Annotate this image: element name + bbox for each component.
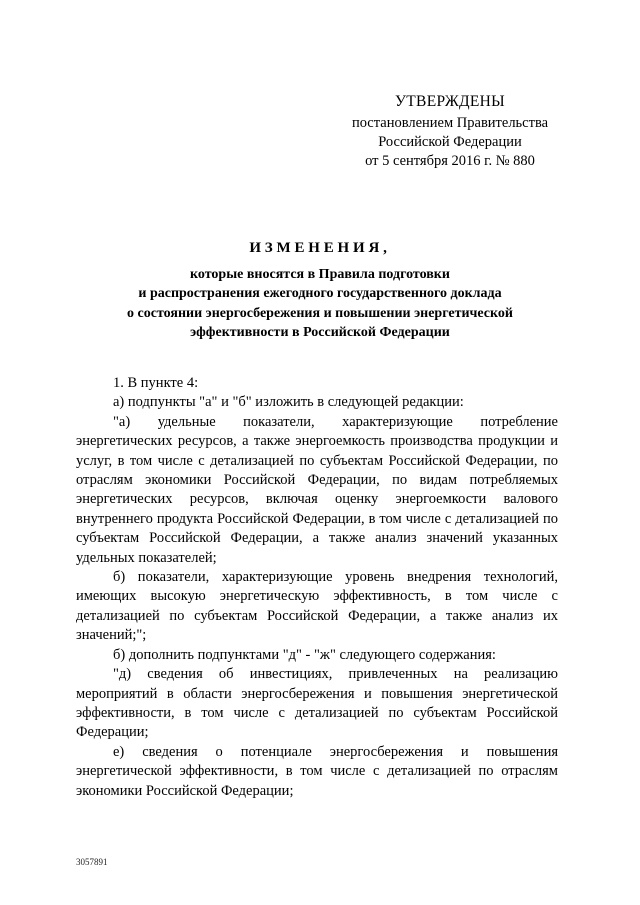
document-id: 3057891 xyxy=(76,857,108,867)
approval-title: УТВЕРЖДЕНЫ xyxy=(395,93,505,110)
paragraph-b-indicators: б) показатели, характеризующие уровень внедрения технологий, имеющих высокую энергетическую эффективность, в том числе с детализацией по субъектам Российской Федерации, а также анализ их значений;"; xyxy=(76,569,558,644)
subheading-line-4: эффективности в Российской Федерации xyxy=(190,325,450,341)
approval-line-3: от 5 сентября 2016 г. № 880 xyxy=(365,153,535,169)
document-subheading xyxy=(90,265,550,343)
paragraph-subitem-b: б) дополнить подпунктами "д" - "ж" следующего содержания: xyxy=(113,646,496,663)
paragraph-d-investments: "д) сведения об инвестициях, привлеченных на реализацию мероприятий в области энергосбережения и повышения энергетической эффективности, в том числе с детализацией по субъектам Российской Федерации; xyxy=(76,666,558,741)
document-heading: ИЗМЕНЕНИЯ, xyxy=(249,240,391,256)
paragraph-item-1: 1. В пункте 4: xyxy=(113,375,199,391)
approval-block xyxy=(325,92,575,171)
subheading-line-1: которые вносятся в Правила подготовки xyxy=(190,267,450,282)
approval-line-2: Российской Федерации xyxy=(378,134,522,150)
subheading-line-2: и распространения ежегодного государственного доклада xyxy=(138,286,502,302)
paragraph-e-potential: е) сведения о потенциале энергосбережения и повышения энергетической эффективности, в том числе с детализацией по отраслям экономики Российской Федерации; xyxy=(76,743,558,799)
approval-line-1: постановлением Правительства xyxy=(351,115,549,131)
paragraph-subitem-a: а) подпункты "а" и "б" изложить в следующей редакции: xyxy=(113,394,464,411)
paragraph-a-specific-indicators: "а) удельные показатели, характеризующие потребление энергетических ресурсов, а также энергоемкость производства продукции и услуг, в том числе с детализацией по субъектам Российской Федерации, по отраслям экономики Российской Федерации, по видам потребляемых энергетических ресурсов, включая оценку энергоемкости валового внутреннего продукта Российской Федерации, в том числе с детализацией по субъектам Российской Федерации, а также анализ значений указанных удельных показателей; xyxy=(76,413,558,566)
subheading-line-3: о состоянии энергосбережения и повышении энергетической xyxy=(127,305,513,321)
document-body xyxy=(76,374,558,801)
